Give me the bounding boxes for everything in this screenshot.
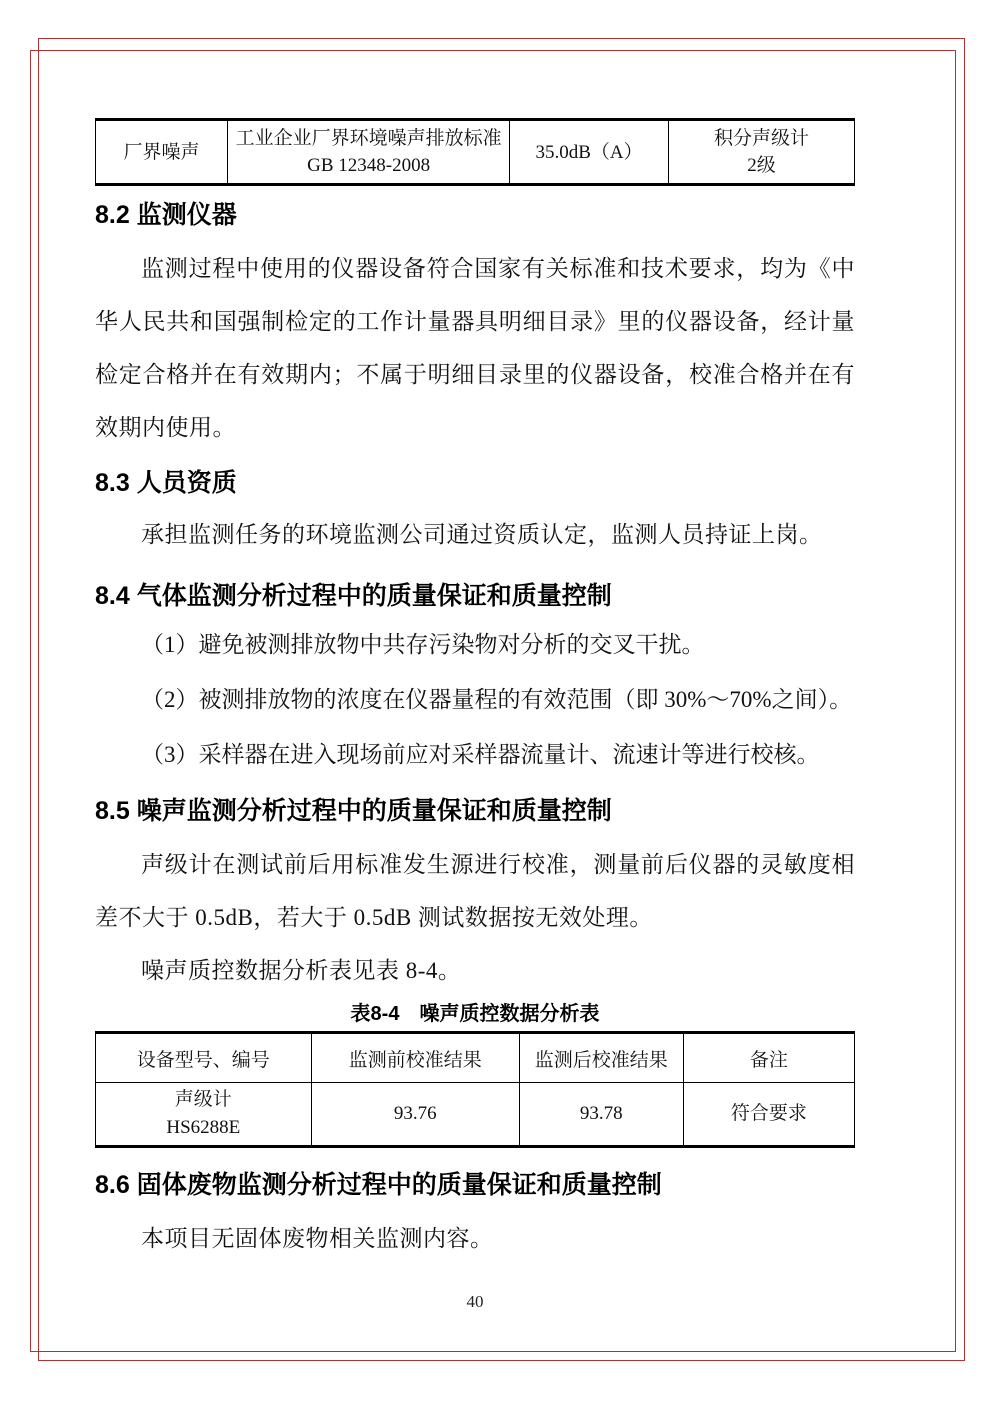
section-8-2-paragraph: 监测过程中使用的仪器设备符合国家有关标准和技术要求，均为《中华人民共和国强制检定的工作计量器具明细目录》里的仪器设备，经计量检定合格并在有效期内；不属于明细目录里的仪器设备，校准合格并在有效期内使用。 xyxy=(95,256,855,440)
section-8-5-title: 8.5 噪声监测分析过程中的质量保证和质量控制 xyxy=(95,797,612,825)
device-type: 声级计 xyxy=(174,1089,232,1110)
noise-qc-data-table xyxy=(95,1031,855,1148)
header-pre-calibration: 监测前校准结果 xyxy=(311,1033,519,1083)
standard-code: GB 12348-2008 xyxy=(307,155,431,176)
page-number: 40 xyxy=(466,1292,484,1311)
instrument-name: 积分声级计 xyxy=(713,128,809,149)
header-note: 备注 xyxy=(683,1033,854,1083)
cell-pre-result: 93.76 xyxy=(311,1083,519,1147)
table-header-row xyxy=(96,1033,855,1083)
cell-limit-value: 35.0dB（A） xyxy=(510,120,669,185)
list-item-1: （1）避免被测排放物中共存污染物对分析的交叉干扰。 xyxy=(141,632,705,657)
section-8-4-items xyxy=(95,617,855,782)
list-item-2: （2）被测排放物的浓度在仪器量程的有效范围（即 30%～70%之间）。 xyxy=(141,687,853,712)
section-8-5-paragraph-2: 噪声质控数据分析表见表 8-4。 xyxy=(141,958,462,983)
section-8-6-title: 8.6 固体废物监测分析过程中的质量保证和质量控制 xyxy=(95,1171,662,1199)
table-data-row xyxy=(96,1083,855,1147)
header-device: 设备型号、编号 xyxy=(96,1033,312,1083)
section-8-3-title: 8.3 人员资质 xyxy=(95,469,237,497)
table-8-4-caption: 表8-4 噪声质控数据分析表 xyxy=(350,1003,600,1025)
instrument-class: 2级 xyxy=(747,155,776,176)
table-row xyxy=(96,120,855,185)
section-8-4-title: 8.4 气体监测分析过程中的质量保证和质量控制 xyxy=(95,582,612,610)
header-post-calibration: 监测后校准结果 xyxy=(519,1033,683,1083)
section-8-6-paragraph: 本项目无固体废物相关监测内容。 xyxy=(141,1226,494,1251)
cell-device xyxy=(96,1083,312,1147)
cell-standard xyxy=(228,120,510,185)
section-8-5-paragraph-1: 声级计在测试前后用标准发生源进行校准，测量前后仪器的灵敏度相差不大于 0.5dB，若大于 0.5dB 测试数据按无效处理。 xyxy=(95,852,855,930)
cell-instrument xyxy=(668,120,854,185)
device-model: HS6288E xyxy=(166,1117,241,1138)
cell-note: 符合要求 xyxy=(683,1083,854,1147)
section-8-2-title: 8.2 监测仪器 xyxy=(95,201,237,229)
page-content xyxy=(95,118,855,1265)
standard-name: 工业企业厂界环境噪声排放标准 xyxy=(235,128,502,149)
section-8-3-paragraph: 承担监测任务的环境监测公司通过资质认定，监测人员持证上岗。 xyxy=(141,522,823,547)
list-item-3: （3）采样器在进入现场前应对采样器流量计、流速计等进行校核。 xyxy=(141,742,820,767)
cell-post-result: 93.78 xyxy=(519,1083,683,1147)
cell-noise-item: 厂界噪声 xyxy=(96,120,228,185)
boundary-noise-standard-table xyxy=(95,118,855,186)
